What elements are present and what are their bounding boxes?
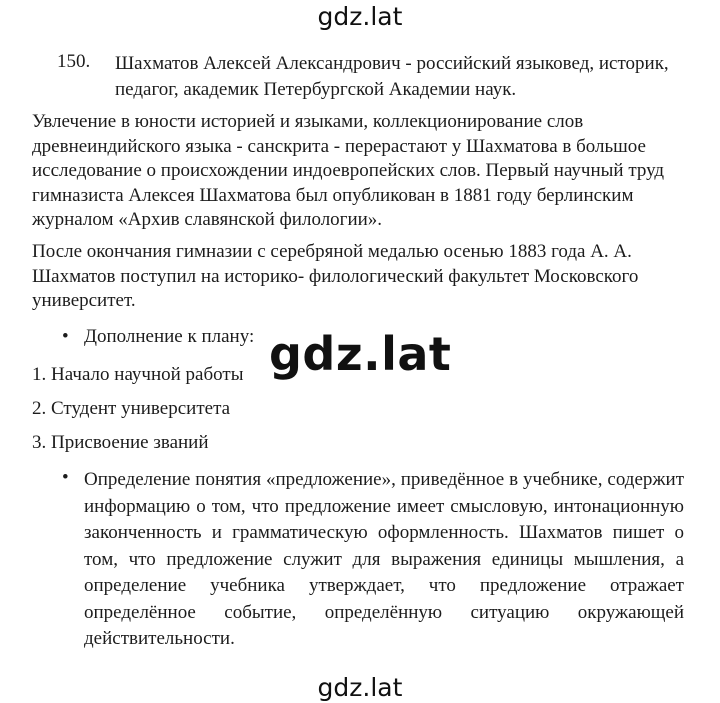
exercise-heading: Шахматов Алексей Александрович - российский языковед, историк, педагог, академик Петербургской Академии наук. xyxy=(115,53,669,100)
plan-item-3: 3. Присвоение званий xyxy=(32,432,209,453)
bullet-icon: • xyxy=(62,467,69,488)
exercise-number: 150. xyxy=(57,51,91,72)
plan-intro-row xyxy=(62,326,254,348)
watermark-middle: gdz.lat xyxy=(269,327,452,381)
watermark-bottom: gdz.lat xyxy=(317,673,403,702)
paragraph-2: После окончания гимназии с серебряной медалью осенью 1883 года А. А. Шахматов поступил на историко- филологический факультет Московского университет. xyxy=(32,241,639,311)
bullet-icon: • xyxy=(62,326,69,347)
paragraph-1: Увлечение в юности историей и языками, коллекционирование слов древнеиндийского языка - санскрита - перерастают у Шахматова в большое исследование о происхождении индоевропейских слов. Первый научный труд гимназиста Алексея Шахматова был опубликован в 1881 году берлинским журналом «Архив славянской филологии». xyxy=(32,111,665,230)
plan-item-2: 2. Студент университета xyxy=(32,398,231,419)
plan-item-1: 1. Начало научной работы xyxy=(32,364,244,385)
definition-paragraph: Определение понятия «предложение», приведённое в учебнике, содержит информацию о том, что предложение имеет смысловую, интонационную законченность и грамматическую оформленность. Шахматов пишет о том, что предложение служит для выражения единицы мышления, а определение учебника утверждает, что предложение отражает определённое событие, определённую ситуацию окружающей действительности. xyxy=(84,469,684,649)
watermark-top: gdz.lat xyxy=(317,2,403,31)
plan-intro: Дополнение к плану: xyxy=(84,326,255,347)
